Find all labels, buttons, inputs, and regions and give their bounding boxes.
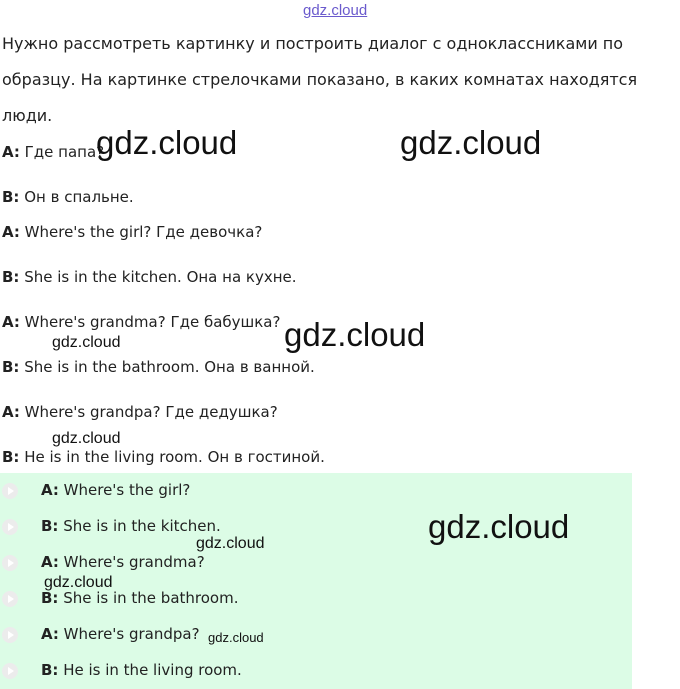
- audio-line: [41, 517, 221, 535]
- watermark: gdz.cloud: [52, 430, 121, 447]
- watermark: gdz.cloud: [44, 574, 113, 591]
- intro-line-1: Нужно рассмотреть картинку и построить диалог с одноклассниками по: [2, 34, 624, 53]
- watermark: gdz.cloud: [208, 630, 264, 645]
- play-icon[interactable]: [2, 555, 18, 571]
- intro-line-2: образцу. На картинке стрелочками показано, в каких комнатах находятся: [2, 70, 638, 89]
- dialog-line: [2, 143, 104, 161]
- audio-row: [0, 657, 632, 687]
- dialog-text: She is in the kitchen. Она на кухне.: [19, 268, 297, 286]
- watermark: gdz.cloud: [428, 508, 570, 545]
- speaker-label: B:: [41, 661, 59, 679]
- speaker-label: B:: [41, 589, 59, 607]
- speaker-label: A:: [2, 143, 20, 161]
- watermark: gdz.cloud: [96, 124, 238, 161]
- audio-line: [41, 661, 242, 679]
- dialog-text: Он в спальне.: [19, 188, 134, 206]
- watermark: gdz.cloud: [400, 124, 542, 161]
- dialog-line: [2, 268, 297, 286]
- dialog-text: Where's grandpa? Где дедушка?: [19, 403, 278, 421]
- dialog-line: [2, 223, 262, 241]
- play-icon[interactable]: [2, 483, 18, 499]
- speaker-label: A:: [2, 223, 20, 241]
- audio-text: She is in the kitchen.: [58, 517, 221, 535]
- audio-text: Where's grandma?: [58, 553, 205, 571]
- speaker-label: B:: [2, 188, 20, 206]
- dialog-line: [2, 448, 325, 466]
- dialog-text: Where's grandma? Где бабушка?: [19, 313, 281, 331]
- speaker-label: A:: [41, 625, 59, 643]
- speaker-label: A:: [2, 313, 20, 331]
- audio-text: Where's the girl?: [58, 481, 191, 499]
- dialog-text: She is in the bathroom. Она в ванной.: [19, 358, 315, 376]
- speaker-label: A:: [41, 481, 59, 499]
- dialog-line: [2, 313, 280, 331]
- dialog-line: [2, 188, 134, 206]
- play-icon[interactable]: [2, 663, 18, 679]
- audio-line: [41, 481, 190, 499]
- audio-text: She is in the bathroom.: [58, 589, 239, 607]
- dialog-line: [2, 358, 315, 376]
- speaker-label: B:: [41, 517, 59, 535]
- dialog-text: He is in the living room. Он в гостиной.: [19, 448, 325, 466]
- dialog-line: [2, 403, 278, 421]
- audio-row: [0, 477, 632, 507]
- speaker-label: B:: [2, 448, 20, 466]
- site-mark-link[interactable]: gdz.cloud: [303, 2, 368, 19]
- dialog-text: Where's the girl? Где девочка?: [19, 223, 263, 241]
- watermark: gdz.cloud: [196, 535, 265, 552]
- watermark: gdz.cloud: [52, 334, 121, 351]
- audio-text: He is in the living room.: [58, 661, 242, 679]
- speaker-label: B:: [2, 268, 20, 286]
- audio-text: Where's grandpa?: [58, 625, 200, 643]
- dialog-text: Где папа?: [19, 143, 105, 161]
- speaker-label: A:: [41, 553, 59, 571]
- watermark: gdz.cloud: [284, 316, 426, 353]
- speaker-label: A:: [2, 403, 20, 421]
- play-icon[interactable]: [2, 591, 18, 607]
- speaker-label: B:: [2, 358, 20, 376]
- audio-line: [41, 625, 200, 643]
- audio-line: [41, 553, 205, 571]
- audio-row: [0, 621, 632, 651]
- intro-line-3: люди.: [2, 106, 53, 125]
- play-icon[interactable]: [2, 627, 18, 643]
- play-icon[interactable]: [2, 519, 18, 535]
